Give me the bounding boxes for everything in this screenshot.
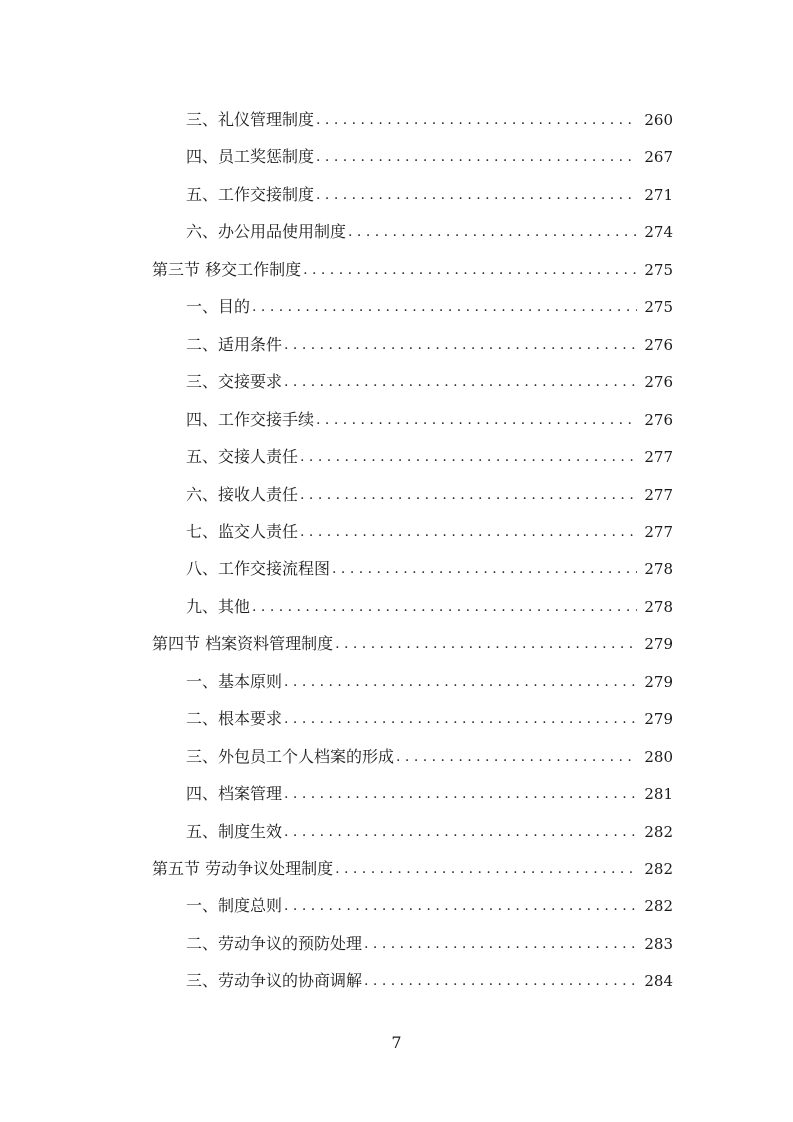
toc-dot-leader	[335, 629, 637, 659]
toc-entry-page: 278	[644, 597, 673, 616]
toc-dot-leader	[316, 180, 637, 210]
toc-entry-label: 三、交接要求	[186, 372, 283, 392]
toc-entry-label: 三、外包员工个人档案的形成	[186, 746, 395, 766]
toc-dot-leader	[284, 667, 637, 697]
toc-dot-leader	[303, 255, 637, 285]
toc-entry-page: 276	[644, 373, 673, 392]
toc-entry-page: 282	[644, 897, 673, 916]
toc-entry-page: 279	[644, 635, 673, 654]
toc-entry-label: 六、接收人责任	[186, 484, 299, 504]
toc-dot-leader	[252, 592, 637, 622]
toc-dot-leader	[284, 891, 637, 921]
toc-entry-page: 274	[644, 223, 673, 242]
toc-entry-label: 三、劳动争议的协商调解	[186, 971, 363, 991]
toc-dot-leader	[300, 442, 637, 472]
toc-entry[interactable]	[0, 704, 793, 734]
toc-dot-leader	[332, 554, 637, 584]
toc-entry-label: 第四节 档案资料管理制度	[152, 634, 334, 654]
toc-entry[interactable]	[0, 517, 793, 547]
toc-entry-label: 第三节 移交工作制度	[152, 259, 302, 279]
toc-dot-leader	[396, 742, 637, 772]
toc-entry-label: 五、交接人责任	[186, 447, 299, 467]
toc-entry-page: 275	[644, 260, 673, 279]
toc-entry-page: 280	[644, 747, 673, 766]
toc-entry-label: 第五节 劳动争议处理制度	[152, 859, 334, 878]
toc-entry-page: 276	[644, 335, 673, 354]
toc-dot-leader	[284, 367, 637, 397]
toc-dot-leader	[364, 929, 637, 959]
toc-dot-leader	[364, 966, 637, 996]
toc-entry-page: 282	[644, 822, 673, 841]
toc-entry[interactable]	[0, 817, 793, 847]
toc-entry-page: 281	[644, 785, 673, 804]
toc-entry-label: 五、工作交接制度	[186, 184, 315, 204]
toc-entry-page: 271	[644, 185, 673, 204]
toc-entry[interactable]	[0, 180, 793, 210]
toc-dot-leader	[284, 817, 637, 847]
toc-entry-page: 283	[644, 934, 673, 953]
toc-section-entry[interactable]	[0, 854, 793, 884]
toc-entry[interactable]	[0, 742, 793, 772]
toc-entry[interactable]	[0, 554, 793, 584]
toc-entry-label: 四、档案管理	[186, 784, 283, 804]
toc-entry[interactable]	[0, 592, 793, 622]
toc-dot-leader	[284, 704, 637, 734]
toc-entry-page: 277	[644, 485, 673, 504]
toc-entry-page: 260	[644, 111, 673, 129]
toc-entry-label: 四、员工奖惩制度	[186, 147, 315, 167]
toc-entry[interactable]	[0, 142, 793, 172]
toc-entry[interactable]	[0, 779, 793, 809]
toc-dot-leader	[316, 105, 637, 135]
toc-entry-page: 276	[644, 410, 673, 429]
toc-section-entry[interactable]	[0, 255, 793, 285]
toc-dot-leader	[348, 217, 637, 247]
toc-entry-page: 282	[644, 860, 673, 878]
toc-dot-leader	[335, 854, 637, 884]
toc-entry[interactable]	[0, 891, 793, 921]
toc-entry-label: 二、根本要求	[186, 709, 283, 729]
toc-entry-label: 二、适用条件	[186, 334, 283, 354]
toc-entry-page: 278	[644, 560, 673, 579]
toc-entry[interactable]	[0, 367, 793, 397]
toc-entry-label: 一、制度总则	[186, 896, 283, 916]
toc-entry-label: 四、工作交接手续	[186, 409, 315, 429]
toc-entry-label: 七、监交人责任	[186, 521, 299, 541]
toc-dot-leader	[316, 142, 637, 172]
toc-entry-page: 277	[644, 522, 673, 541]
toc-dot-leader	[300, 480, 637, 510]
toc-section-entry[interactable]	[0, 629, 793, 659]
toc-entry[interactable]	[0, 929, 793, 959]
toc-dot-leader	[284, 330, 637, 360]
toc-entry-page: 279	[644, 672, 673, 691]
toc-entry-label: 八、工作交接流程图	[186, 559, 331, 579]
toc-entry[interactable]	[0, 292, 793, 322]
toc-entry[interactable]	[0, 330, 793, 360]
toc-entry-label: 一、目的	[186, 297, 251, 317]
toc-entry-label: 二、劳动争议的预防处理	[186, 933, 363, 953]
toc-entry[interactable]	[0, 480, 793, 510]
toc-entry[interactable]	[0, 966, 793, 996]
toc-entry-page: 279	[644, 710, 673, 729]
toc-dot-leader	[316, 405, 637, 435]
toc-entry-page: 267	[644, 148, 673, 167]
toc-dot-leader	[300, 517, 637, 547]
toc-entry[interactable]	[0, 217, 793, 247]
toc-entry[interactable]	[0, 405, 793, 435]
toc-entry-label: 三、礼仪管理制度	[186, 110, 315, 129]
toc-entry-page: 284	[644, 972, 673, 991]
toc-entry-label: 九、其他	[186, 596, 251, 616]
toc-entry-label: 一、基本原则	[186, 671, 283, 691]
page-number: 7	[391, 1033, 402, 1052]
toc-entry[interactable]	[0, 667, 793, 697]
toc-entry-label: 五、制度生效	[186, 821, 283, 841]
toc-entry-page: 275	[644, 298, 673, 317]
toc-entry-page: 277	[644, 448, 673, 467]
toc-dot-leader	[252, 292, 637, 322]
toc-entry[interactable]	[0, 442, 793, 472]
toc-dot-leader	[284, 779, 637, 809]
toc-entry-label: 六、办公用品使用制度	[186, 222, 347, 242]
toc-entry[interactable]	[0, 105, 793, 135]
